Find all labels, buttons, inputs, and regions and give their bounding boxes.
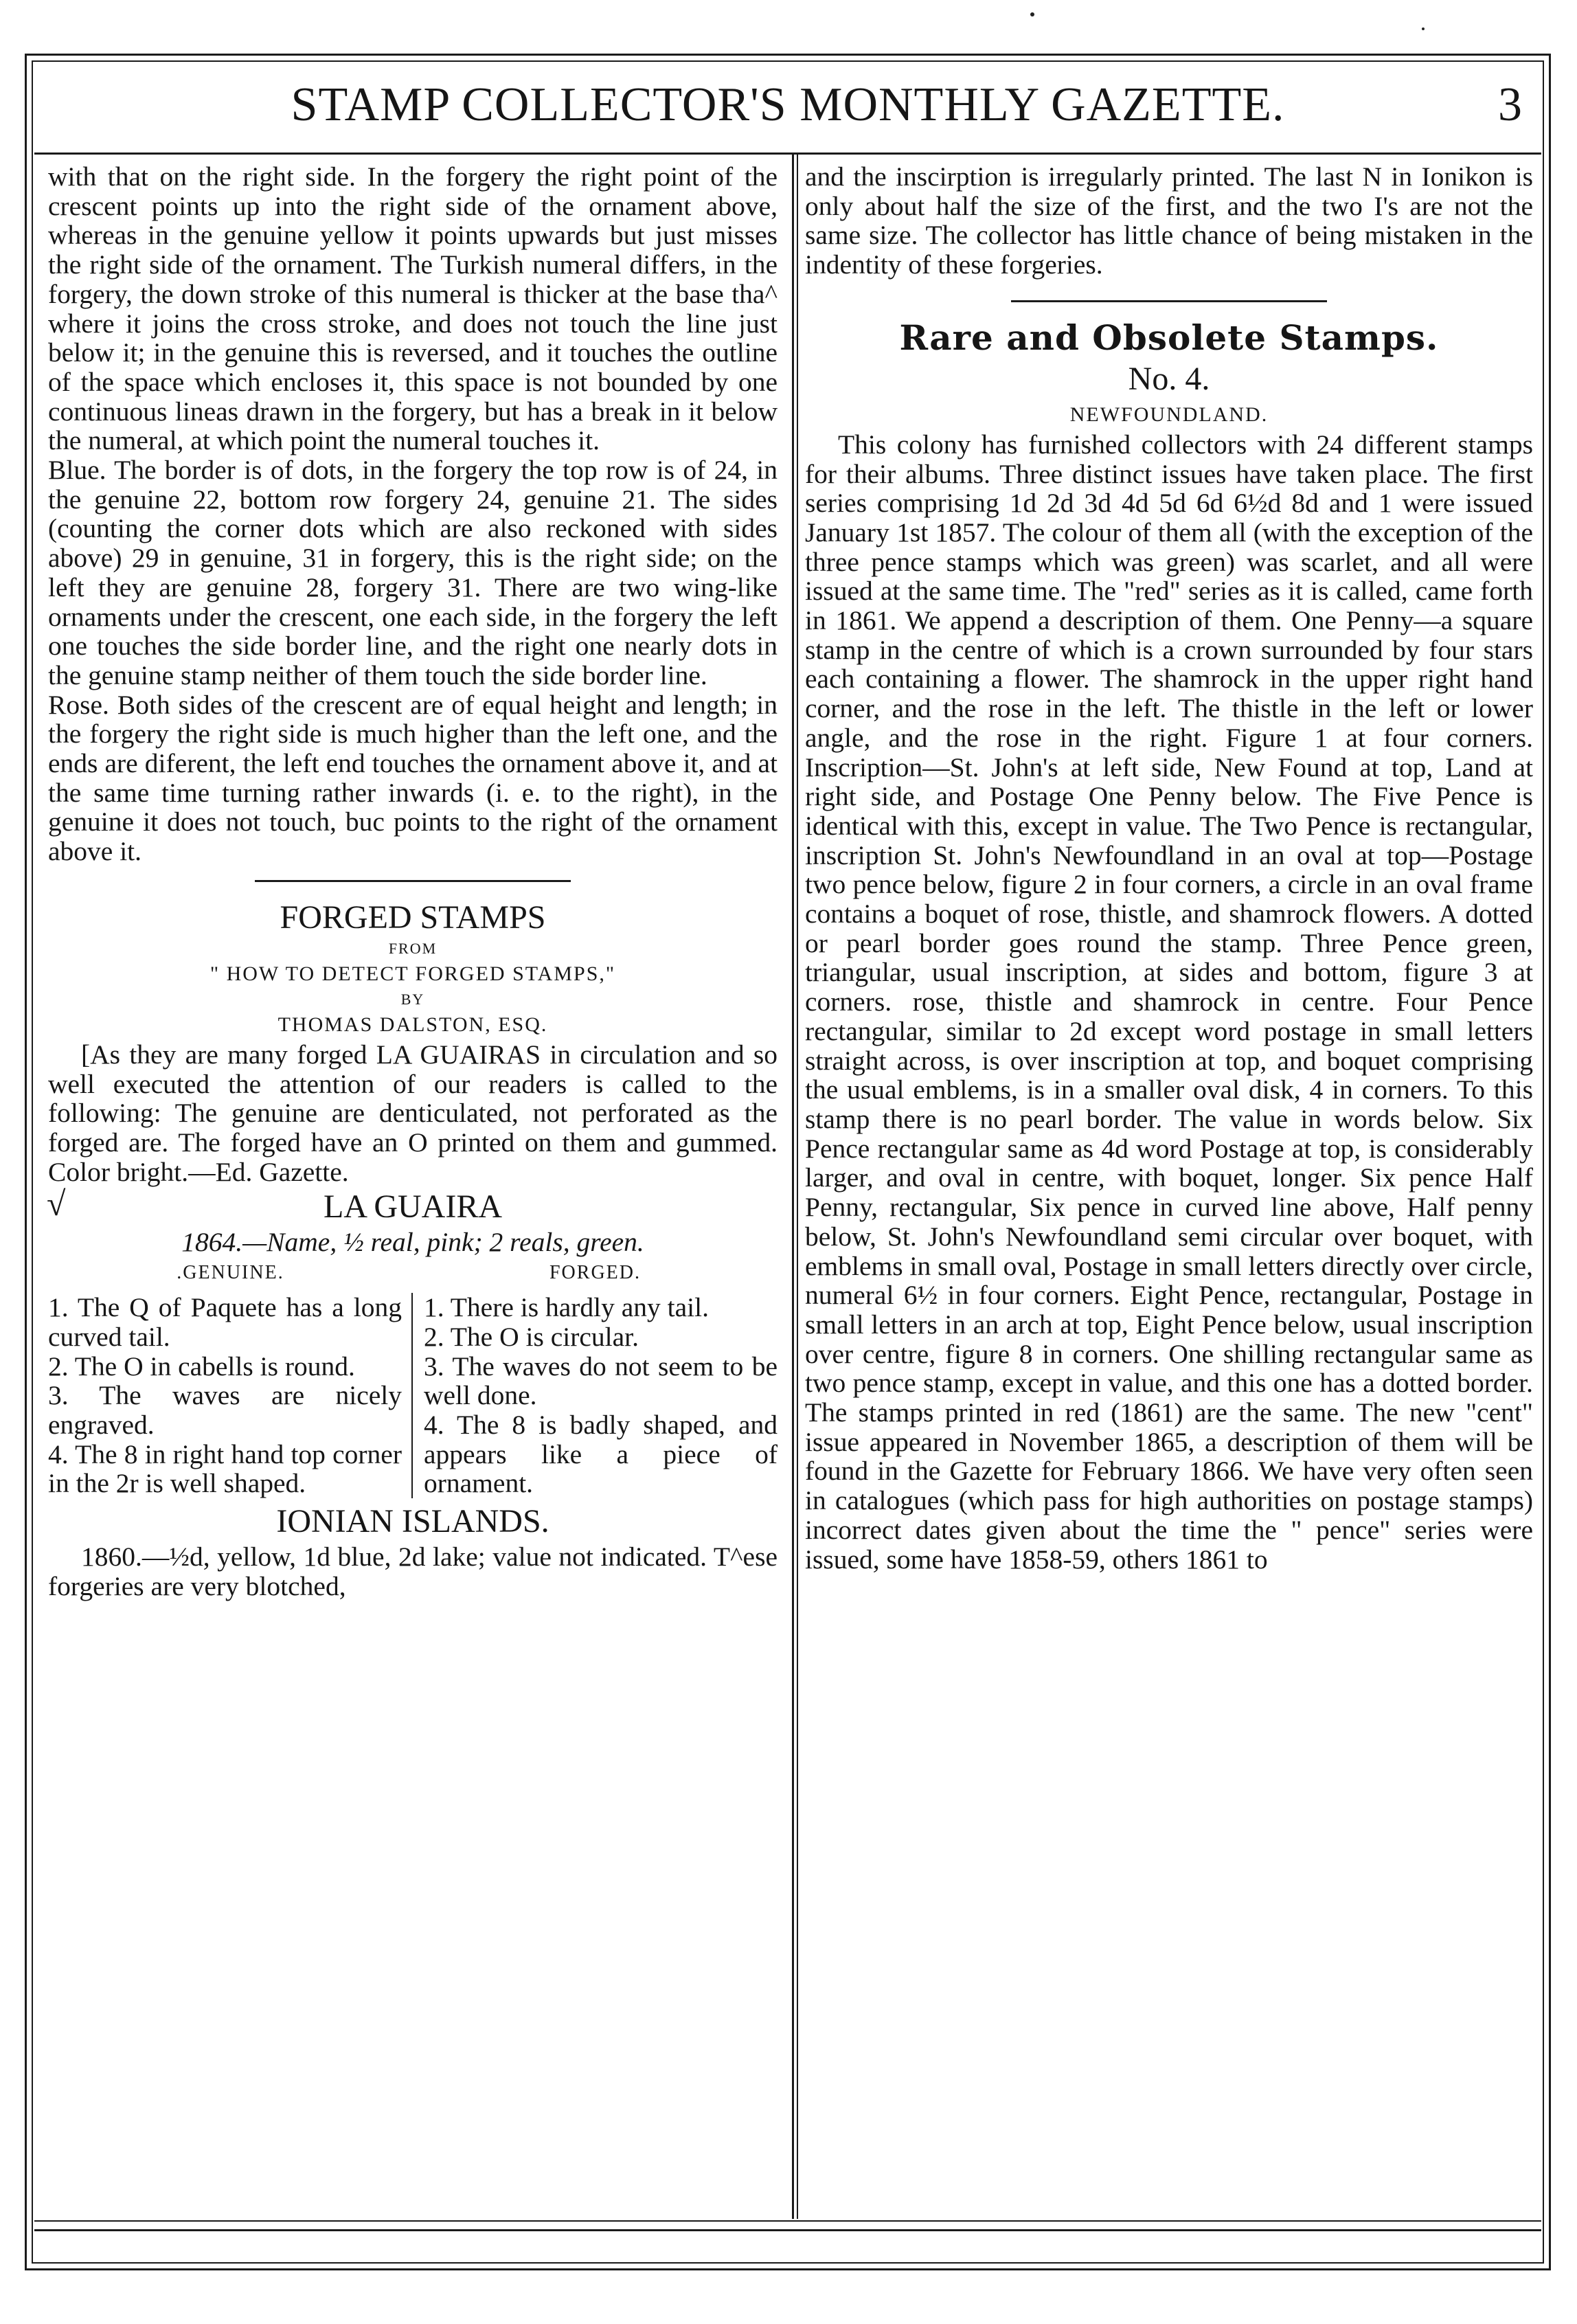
paragraph-yellow-continuation: with that on the right side. In the forgery the right point of the crescent points up into the right side of the ornament above, whereas in the genuine yellow it points upwards but just misses the right side of the ornament. The Turkish numeral differs, in the forgery, the down stroke of this numeral is thicker at the base tha^ where it joins the cross stroke, and does not touch the line just below it; in the genuine this is reversed, and it touches the outline of the space which encloses it, this space is not bounded by one continuous lineas drawn in the forgery, but has a break in it below the numeral, at which point the numeral touches it. <box>48 161 778 456</box>
handwritten-tick-mark: √ <box>47 1184 66 1223</box>
print-speck <box>1030 12 1034 16</box>
footer-rule-top <box>34 2220 1541 2222</box>
genuine-forged-comparison <box>48 1293 778 1498</box>
forged-stamps-heading: FORGED STAMPS <box>280 899 546 936</box>
forged-label: FORGED. <box>549 1262 641 1284</box>
footer-rule-bottom <box>34 2229 1541 2231</box>
ionian-islands-heading: IONIAN ISLANDS. <box>276 1503 549 1540</box>
ionian-issue: 1860.—½d, yellow, 1d blue, 2d lake; value not indicated. T^ese forgeries are very blotched, <box>48 1542 778 1601</box>
editor-note: [As they are many forged LA GUAIRAS in circulation and so well executed the attention of our readers is called to the following: The genuine are denticulated, not perforated as the forged are. The forged have an O printed on them and gummed. Color bright.—Ed. Gazette. <box>48 1039 778 1187</box>
forged-point: 2. The O is circular. <box>424 1321 639 1352</box>
forged-point: 3. The waves do not seem to be well done. <box>424 1351 778 1411</box>
gazette-title: STAMP COLLECTOR'S MONTHLY GAZETTE. <box>291 78 1285 131</box>
author-name: THOMAS DALSTON, ESQ. <box>277 1013 548 1036</box>
country-heading: NEWFOUNDLAND. <box>1069 403 1269 426</box>
genuine-points-column <box>48 1293 413 1498</box>
paragraph-blue: Blue. The border is of dots, in the forgery the top row is of 24, in the genuine 22, bottom row forgery 24, genuine 21. The sides (counting the corner dots which are also reckoned with sides above) 29 in genuine, 31 in forgery, this is the right side; on the left they are genuine 28, forgery 31. There are two wing-like ornaments under the crescent, one each side, in the forgery the left one touches the side border line, and the right one nearly dots in the genuine stamp neither of them touch the side border line. <box>48 455 778 690</box>
header-rule <box>34 153 1541 155</box>
genuine-label: .GENUINE. <box>177 1262 284 1284</box>
ionian-continuation: and the inscirption is irregularly printed. The last N in Ionikon is only about half the size of the first, and the two I's are not the same size. The collector has little chance of being mistaken in the indentity of these forgeries. <box>805 161 1533 280</box>
column-divider-second-line <box>797 154 798 2219</box>
page-number: 3 <box>1498 78 1522 131</box>
la-guaira-heading: LA GUAIRA <box>324 1188 502 1226</box>
rare-obsolete-heading: Rare and Obsolete Stamps. <box>899 317 1439 358</box>
from-label: FROM <box>388 939 438 957</box>
print-speck <box>1422 27 1425 30</box>
newfoundland-article: This colony has furnished collectors with 24 different stamps for their albums. Three distinct issues have taken place. The first series comprising 1d 2d 3d 4d 5d 6d 6½d 8d and 1 were issued January 1st 1857. The colour of them all (with the exception of the three pence stamps which was green) was scarlet, and all were issued at the same time. The "red" series as it is called, came forth in 1861. We append a description of them. One Penny—a square stamp in the centre of which is a crown surrounded by four stars each containing a flower. The shamrock in the upper right hand corner, and the rose in the left. The thistle in the left or lower angle, and the rose in the right. Figure 1 at four corners. Inscription—St. John's at left side, New Found at top, Land at right side, and Postage One Penny below. The Five Pence is identical with this, except in value. The Two Pence is rectangular, inscription St. John's Newfoundland in an oval at top—Postage two pence below, figure 2 in four corners, a circle in an oval frame contains a boquet of rose, thistle, and shamrock flowers. A dotted or pearl border goes round the stamp. Three Pence green, triangular, usual inscription, at sides and bottom, figure 3 at corners. rose, thistle and shamrock in centre. Four Pence rectangular, similar to 2d except word postage in small letters straight across, is over inscription at top, and boquet comprising the usual emblems, is in a smaller oval disk, 4 in corners. To this stamp there is no pearl border. The value in words below. Six Pence rectangular same as 4d word Postage at top, is considerably larger, and oval in centre, with boquet, longer. Six pence Half Penny, rectangular, Six pence in curved line above, Half penny below, St. John's Newfoundland semi circular over boquet, with emblems in small oval, Postage in small letters directly over circle, numeral 6½ in four corners. Eight Pence, rectangular, Postage in small letters in an arch at top, Eight Pence below, usual inscription over centre, figure 8 in corners. One shilling rectangular same as two pence stamp, except in value, and this one has a dotted border. The stamps printed in red (1861) are the same. The new "cent" issue appeared in November 1865, a description of them will be found in the Gazette for February 1866. We have very often seen in catalogues (which pass for high authorities on postage stamps) incorrect dates given about the time the " pence" series were issued, some have 1858-59, others 1861 to <box>805 429 1533 1575</box>
by-label: BY <box>400 990 425 1008</box>
forged-point: 4. The 8 is badly shaped, and appears like a piece of ornament. <box>424 1409 778 1499</box>
genuine-point: 1. The Q of Paquete has a long curved tail. <box>48 1292 402 1352</box>
genuine-point: 3. The waves are nicely engraved. <box>48 1380 402 1440</box>
paragraph-rose: Rose. Both sides of the crescent are of equal height and length; in the forgery the right side is much higher than the left one, and the ends are diferent, the left end touches the ornament above it, and at the same time turning rather inwards (i. e. to the right), in the genuine it does not touch, buc points to the right of the ornament above it. <box>48 689 778 867</box>
forged-point: 1. There is hardly any tail. <box>424 1292 710 1323</box>
genuine-point: 4. The 8 in right hand top corner in the 2r is well shaped. <box>48 1439 402 1499</box>
article-number: No. 4. <box>1128 360 1210 397</box>
section-divider-rule <box>1011 300 1327 302</box>
page-header <box>34 67 1541 148</box>
comparison-column-headers <box>48 1257 778 1289</box>
book-title: " HOW TO DETECT FORGED STAMPS," <box>209 962 616 985</box>
genuine-point: 2. The O in cabells is round. <box>48 1351 355 1381</box>
right-column <box>805 162 1533 1574</box>
column-divider <box>792 154 794 2219</box>
la-guaira-issue: 1864.—Name, ½ real, pink; 2 reals, green. <box>181 1227 644 1258</box>
left-paragraph-continuation <box>48 162 778 866</box>
forged-points-column <box>413 1293 778 1498</box>
left-column <box>48 162 778 1601</box>
section-divider-rule <box>255 880 571 882</box>
